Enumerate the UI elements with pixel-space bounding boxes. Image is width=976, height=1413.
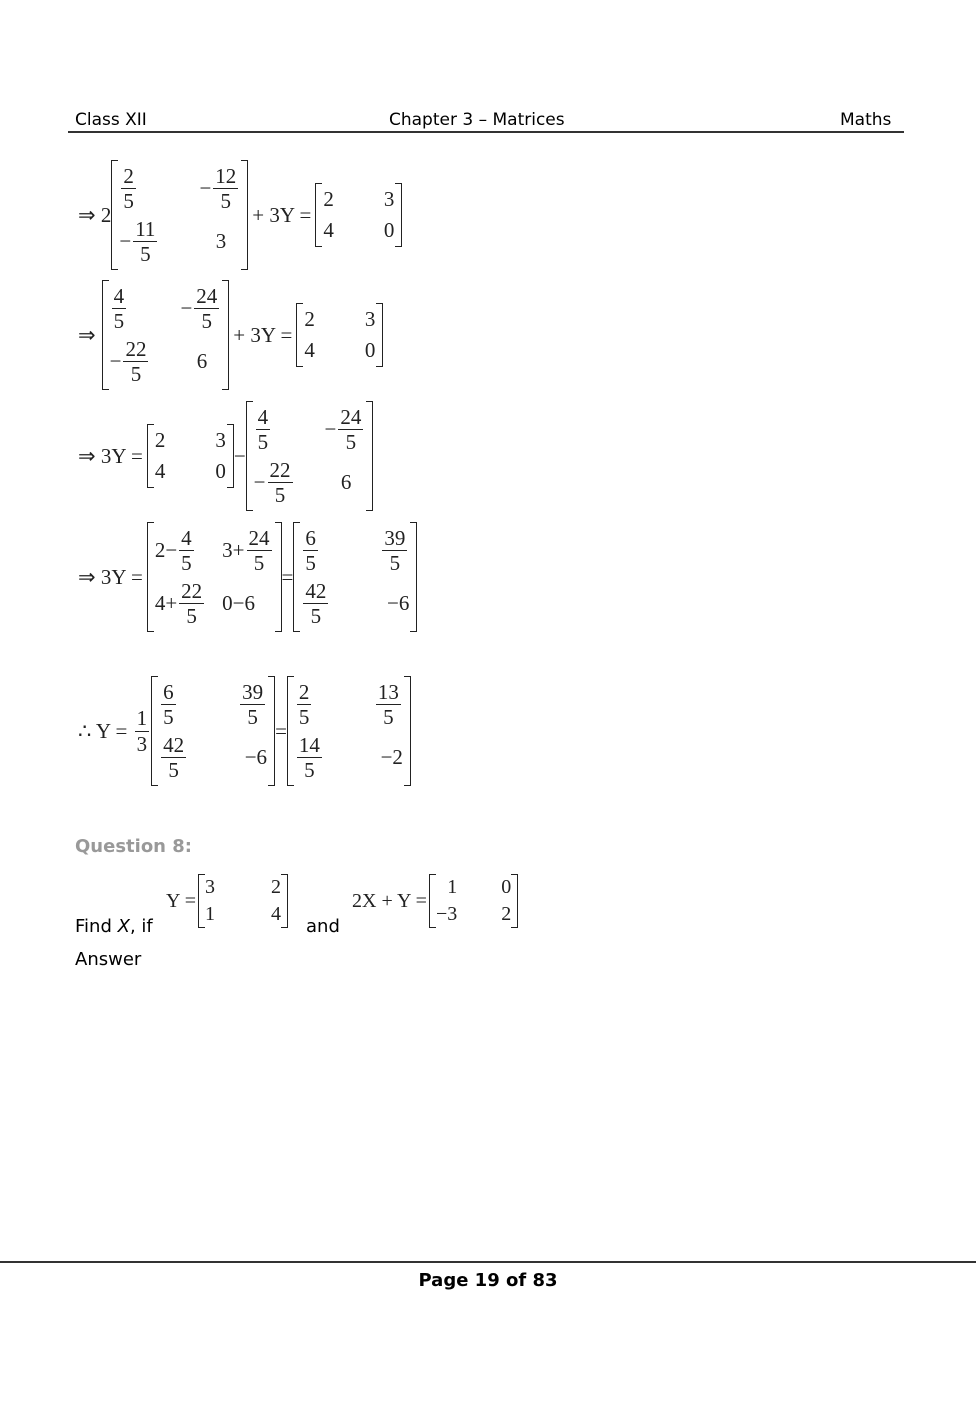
and-text: and bbox=[306, 916, 340, 937]
matrix-2x2: 2 3 4 0 bbox=[147, 424, 234, 488]
equation-step-5 bbox=[78, 674, 411, 788]
therefore-prefix: ∴ Y = bbox=[78, 718, 133, 743]
matrix-2x2: $\frac{6}{5}$ $\frac{39}{5}$ $\frac{42}{5}$ −6 bbox=[151, 676, 275, 787]
header-subject: Maths bbox=[840, 110, 892, 130]
variable-x: X bbox=[117, 916, 130, 937]
equation-step-3 bbox=[78, 400, 373, 512]
implies-prefix: ⇒ 2 bbox=[78, 202, 112, 227]
implies-prefix: ⇒ bbox=[78, 322, 96, 347]
header-class: Class XII bbox=[75, 110, 147, 130]
matrix-2x2-rhs: 2 3 4 0 bbox=[296, 303, 383, 367]
eq2-label: 2X + Y = bbox=[352, 889, 427, 912]
matrix-2x2-rhs: $\frac{6}{5}$ $\frac{39}{5}$ $\frac{42}{5}$ −6 bbox=[293, 522, 417, 633]
y-matrix: 3 2 1 4 bbox=[198, 874, 288, 928]
equation-step-4 bbox=[78, 520, 417, 634]
given-2x-plus-y-equation bbox=[352, 870, 518, 932]
operator-text: − bbox=[233, 443, 246, 468]
page-number: Page 19 of 83 bbox=[418, 1270, 558, 1291]
header-divider bbox=[68, 131, 904, 133]
one-third-fraction: $\frac{1}{3}$ bbox=[136, 706, 148, 756]
y-label: Y = bbox=[166, 889, 196, 912]
matrix-2x2: 2− $\frac{4}{5}$ 3+ $\frac{24}{5}$ 4+ $\frac{22}{5}$ 0−6 bbox=[147, 522, 282, 633]
operator-text: = bbox=[281, 564, 294, 589]
header-chapter: Chapter 3 – Matrices bbox=[389, 110, 565, 130]
operator-text: = bbox=[275, 718, 287, 743]
matrix-2x2: $\frac{4}{5}$ − $\frac{24}{5}$ − $\frac{22}{5}$ 6 bbox=[102, 280, 230, 391]
find-x-text: Find X, if bbox=[75, 916, 153, 937]
operator-text: + 3Y = bbox=[233, 322, 293, 347]
implies-prefix: ⇒ 3Y = bbox=[78, 443, 143, 468]
footer-divider bbox=[0, 1261, 976, 1263]
matrix-2x2-rhs: 2 3 4 0 bbox=[315, 183, 402, 247]
operator-text: + 3Y = bbox=[252, 202, 312, 227]
eq2-matrix: 1 0 −3 2 bbox=[429, 874, 518, 928]
question-title: Question 8: bbox=[75, 836, 192, 857]
matrix-2x2-rhs: $\frac{4}{5}$ − $\frac{24}{5}$ − $\frac{22}{5}$ 6 bbox=[246, 401, 374, 512]
equation-step-2 bbox=[78, 280, 383, 390]
equation-step-1 bbox=[78, 160, 402, 270]
given-y-equation bbox=[166, 870, 288, 932]
matrix-2x2-rhs: $\frac{2}{5}$ $\frac{13}{5}$ $\frac{14}{5}$ −2 bbox=[287, 676, 411, 787]
matrix-2x2: $\frac{2}{5}$ − $\frac{12}{5}$ − $\frac{11}{5}$ 3 bbox=[111, 160, 248, 271]
implies-prefix: ⇒ 3Y = bbox=[78, 564, 143, 589]
answer-label: Answer bbox=[75, 949, 142, 970]
